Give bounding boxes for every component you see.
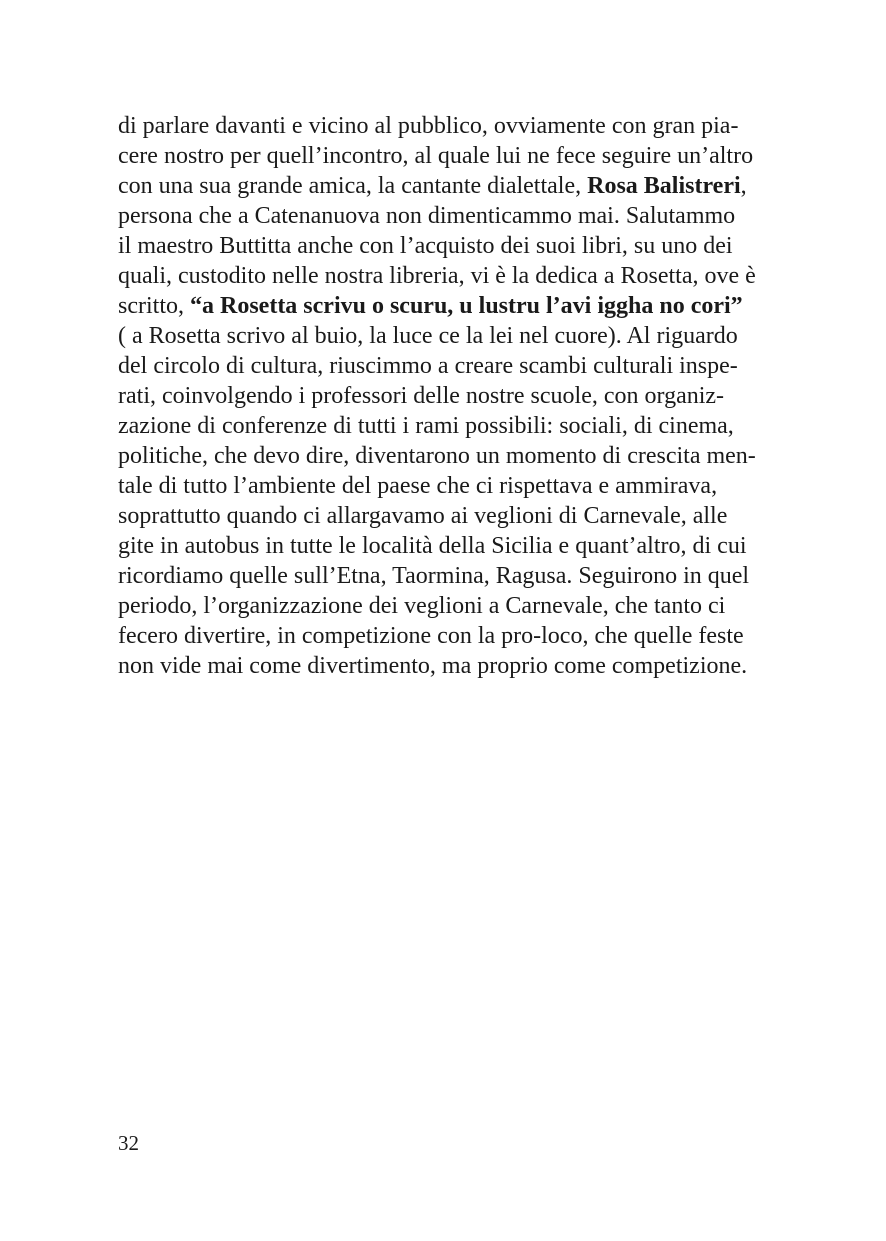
text-line — [118, 651, 767, 681]
text-line — [118, 261, 767, 291]
body-paragraph — [118, 111, 767, 681]
text-segment: non vide mai come divertimento, ma proprio come competizione. — [118, 653, 748, 679]
page-number: 32 — [118, 1131, 139, 1155]
text-line — [118, 171, 767, 201]
text-line — [118, 351, 767, 381]
text-line — [118, 381, 767, 411]
text-segment: cere nostro per quell’incontro, al quale lui ne fece seguire un’altro — [118, 143, 754, 169]
text-line — [118, 231, 767, 261]
text-line — [118, 291, 767, 321]
text-segment: di parlare davanti e vicino al pubblico, ovviamente con gran pia- — [118, 113, 739, 139]
text-line — [118, 591, 767, 621]
text-segment: quali, custodito nelle nostra libreria, vi è la dedica a Rosetta, ove è — [118, 263, 756, 289]
text-line — [118, 321, 767, 351]
text-segment: periodo, l’organizzazione dei veglioni a Carnevale, che tanto ci — [118, 593, 726, 619]
text-line — [118, 201, 767, 231]
text-segment: ricordiamo quelle sull’Etna, Taormina, Ragusa. Seguirono in quel — [118, 563, 750, 589]
text-line — [118, 501, 767, 531]
text-segment: politiche, che devo dire, diventarono un momento di crescita men- — [118, 443, 756, 469]
text-line — [118, 531, 767, 561]
text-line — [118, 471, 767, 501]
text-line — [118, 141, 767, 171]
text-segment: , — [740, 173, 747, 199]
text-line — [118, 621, 767, 651]
text-line — [118, 411, 767, 441]
text-segment: ( a Rosetta scrivo al buio, la luce ce la lei nel cuore). Al riguardo — [118, 323, 738, 349]
text-line — [118, 111, 767, 141]
text-line — [118, 561, 767, 591]
text-segment: rati, coinvolgendo i professori delle nostre scuole, con organiz- — [118, 383, 725, 409]
text-segment: il maestro Buttitta anche con l’acquisto dei suoi libri, su uno dei — [118, 233, 733, 259]
text-line — [118, 441, 767, 471]
text-segment: tale di tutto l’ambiente del paese che ci rispettava e ammirava, — [118, 473, 718, 499]
text-segment: zazione di conferenze di tutti i rami possibili: sociali, di cinema, — [118, 413, 734, 439]
text-segment: fecero divertire, in competizione con la pro-loco, che quelle feste — [118, 623, 744, 649]
text-segment: scritto, — [118, 293, 190, 319]
bold-text-segment: Rosa Balistreri — [587, 173, 741, 199]
text-segment: gite in autobus in tutte le località della Sicilia e quant’altro, di cui — [118, 533, 747, 559]
text-segment: persona che a Catenanuova non dimenticammo mai. Salutammo — [118, 203, 736, 229]
text-segment: soprattutto quando ci allargavamo ai veglioni di Carnevale, alle — [118, 503, 728, 529]
text-segment: con una sua grande amica, la cantante dialettale, — [118, 173, 588, 199]
text-segment: del circolo di cultura, riuscimmo a creare scambi culturali inspe- — [118, 353, 738, 379]
bold-text-segment: “a Rosetta scrivu o scuru, u lustru l’avi iggha no cori” — [190, 293, 743, 319]
